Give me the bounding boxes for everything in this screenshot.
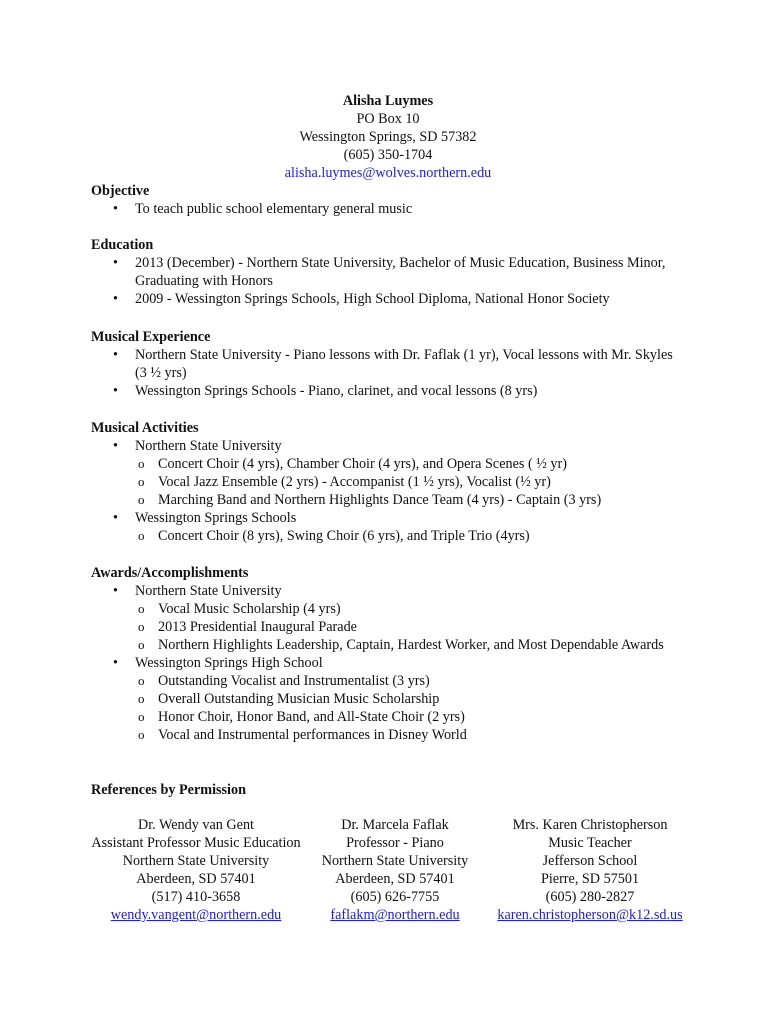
list-item: • Wessington Springs High School o Outstanding Vocalist and Instrumentalist (3 yrs) o Overall Outstanding Musician Music Scholarship o Honor Choir, Honor Band, and All-State Choir (2 yrs) o Vocal and Instrumental performances in Disney World xyxy=(91,654,671,744)
objective-list xyxy=(91,200,691,218)
list-item: • Northern State University o Vocal Music Scholarship (4 yrs) o 2013 Presidential Inaugural Parade o Northern Highlights Leadership, Captain, Hardest Worker, and Most Dependable Awards xyxy=(91,582,671,654)
reference-card xyxy=(310,816,480,924)
contact-header xyxy=(0,92,768,182)
reference-card xyxy=(480,816,700,924)
bullet-marker: • xyxy=(113,347,118,363)
musical-experience-section xyxy=(91,328,681,400)
reference-role: Professor - Piano xyxy=(346,835,444,851)
bullet-marker: • xyxy=(113,510,118,526)
sub-list-item: o 2013 Presidential Inaugural Parade xyxy=(138,619,357,635)
email-link[interactable]: alisha.luymes@wolves.northern.edu xyxy=(284,165,492,181)
sub-bullet-marker: o xyxy=(138,727,145,742)
reference-phone: (517) 410-3658 xyxy=(151,889,241,905)
reference-email-link[interactable]: karen.christopherson@k12.sd.us xyxy=(497,907,683,923)
sub-list xyxy=(135,455,691,509)
sub-bullet-marker: o xyxy=(138,673,145,688)
bullet-marker: • xyxy=(113,291,118,307)
sub-bullet-marker: o xyxy=(138,691,145,706)
address-line-2: Wessington Springs, SD 57382 xyxy=(299,129,477,145)
reference-org: Jefferson School xyxy=(542,853,638,869)
reference-org: Northern State University xyxy=(321,853,469,869)
applicant-name: Alisha Luymes xyxy=(342,93,434,109)
musical-activities-section xyxy=(91,419,691,545)
list-item: • 2009 - Wessington Springs Schools, High School Diploma, National Honor Society xyxy=(113,291,610,307)
sub-list-item: o Vocal Jazz Ensemble (2 yrs) - Accompanist (1 ½ yrs), Vocalist (½ yr) xyxy=(138,474,551,490)
awards-heading: Awards/Accomplishments xyxy=(91,565,249,581)
sub-bullet-marker: o xyxy=(138,619,145,634)
musical-experience-heading: Musical Experience xyxy=(91,329,211,345)
sub-list-item: o Marching Band and Northern Highlights Dance Team (4 yrs) - Captain (3 yrs) xyxy=(138,492,602,508)
reference-role: Music Teacher xyxy=(548,835,632,851)
list-item: • 2013 (December) - Northern State University, Bachelor of Music Education, Business Minor, Graduating with Honors xyxy=(113,255,666,289)
phone-number: (605) 350-1704 xyxy=(343,147,433,163)
awards-list xyxy=(91,582,671,744)
bullet-marker: • xyxy=(113,255,118,271)
sub-list-item: o Outstanding Vocalist and Instrumentalist (3 yrs) xyxy=(138,673,430,689)
sub-bullet-marker: o xyxy=(138,709,145,724)
sub-bullet-marker: o xyxy=(138,637,145,652)
education-section xyxy=(91,236,671,308)
reference-city: Aberdeen, SD 57401 xyxy=(136,871,256,887)
reference-org: Northern State University xyxy=(122,853,270,869)
sub-bullet-marker: o xyxy=(138,601,145,616)
reference-name: Dr. Marcela Faflak xyxy=(341,817,449,833)
musical-activities-list xyxy=(91,437,691,545)
sub-bullet-marker: o xyxy=(138,492,145,507)
sub-bullet-marker: o xyxy=(138,528,145,543)
sub-bullet-marker: o xyxy=(138,474,145,489)
list-item: • To teach public school elementary general music xyxy=(113,201,413,217)
list-item: • Northern State University o Concert Choir (4 yrs), Chamber Choir (4 yrs), and Opera Scenes ( ½ yr) o Vocal Jazz Ensemble (2 yrs) - Accompanist (1 ½ yrs), Vocalist (½ yr) o Marching Band and Northern Highlights Dance Team (4 yrs) - Captain (3 yrs) xyxy=(91,437,691,509)
references-section xyxy=(91,781,691,799)
reference-city: Aberdeen, SD 57401 xyxy=(335,871,455,887)
sub-list-item: o Northern Highlights Leadership, Captain, Hardest Worker, and Most Dependable Awards xyxy=(138,637,664,653)
bullet-marker: • xyxy=(113,438,118,454)
sub-bullet-marker: o xyxy=(138,456,145,471)
reference-card xyxy=(86,816,306,924)
reference-phone: (605) 280-2827 xyxy=(545,889,635,905)
education-heading: Education xyxy=(91,237,154,253)
list-item: • Wessington Springs Schools o Concert Choir (8 yrs), Swing Choir (6 yrs), and Triple Trio (4yrs) xyxy=(91,509,691,545)
reference-email-link[interactable]: wendy.vangent@northern.edu xyxy=(110,907,282,923)
reference-phone: (605) 626-7755 xyxy=(350,889,440,905)
sub-list-item: o Overall Outstanding Musician Music Scholarship xyxy=(138,691,440,707)
sub-list-item: o Honor Choir, Honor Band, and All-State Choir (2 yrs) xyxy=(138,709,465,725)
references-heading: References by Permission xyxy=(91,782,246,798)
sub-list xyxy=(135,672,671,744)
sub-list xyxy=(135,600,671,654)
bullet-marker: • xyxy=(113,383,118,399)
address-line-1: PO Box 10 xyxy=(356,111,420,127)
musical-experience-list xyxy=(91,346,681,400)
objective-section xyxy=(91,182,691,218)
sub-list-item: o Vocal Music Scholarship (4 yrs) xyxy=(138,601,341,617)
list-item: • Northern State University - Piano lessons with Dr. Faflak (1 yr), Vocal lessons with Mr. Skyles (3 ½ yrs) xyxy=(113,347,673,381)
awards-section xyxy=(91,564,671,744)
reference-city: Pierre, SD 57501 xyxy=(540,871,640,887)
reference-name: Dr. Wendy van Gent xyxy=(137,817,254,833)
objective-heading: Objective xyxy=(91,183,150,199)
bullet-marker: • xyxy=(113,583,118,599)
sub-list-item: o Concert Choir (8 yrs), Swing Choir (6 yrs), and Triple Trio (4yrs) xyxy=(138,528,530,544)
reference-email-link[interactable]: faflakm@northern.edu xyxy=(330,907,460,923)
reference-role: Assistant Professor Music Education xyxy=(91,835,301,851)
bullet-marker: • xyxy=(113,655,118,671)
reference-name: Mrs. Karen Christopherson xyxy=(512,817,668,833)
sub-list-item: o Concert Choir (4 yrs), Chamber Choir (4 yrs), and Opera Scenes ( ½ yr) xyxy=(138,456,567,472)
education-list xyxy=(91,254,671,308)
musical-activities-heading: Musical Activities xyxy=(91,420,199,436)
sub-list-item: o Vocal and Instrumental performances in Disney World xyxy=(138,727,467,743)
list-item: • Wessington Springs Schools - Piano, clarinet, and vocal lessons (8 yrs) xyxy=(113,383,538,399)
sub-list xyxy=(135,527,691,545)
bullet-marker: • xyxy=(113,201,118,217)
